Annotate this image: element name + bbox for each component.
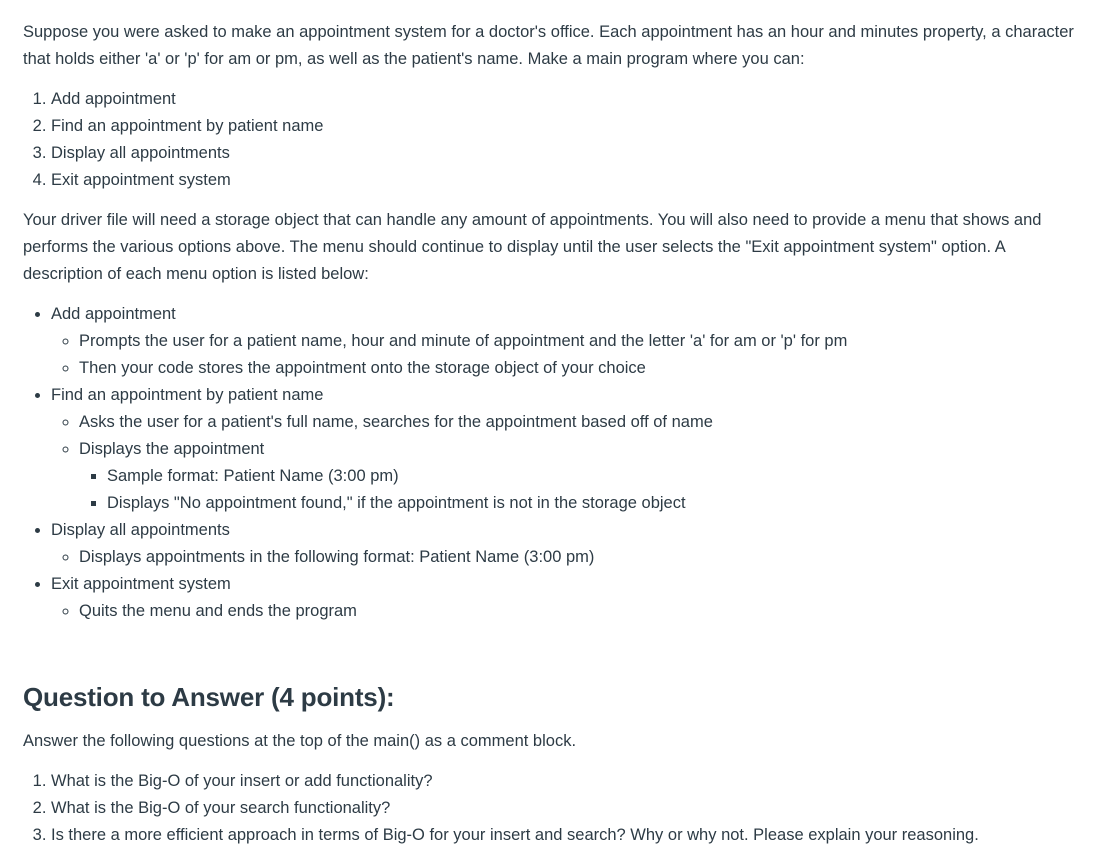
menu-options-list	[23, 86, 1076, 194]
description-detail: ◦ Displays appointments in the following format: Patient Name (3:00 pm)	[79, 544, 1076, 571]
description-detail: ◦ Then your code stores the appointment onto the storage object of your choice	[79, 355, 1076, 382]
menu-option-item: 3. Display all appointments	[51, 140, 1076, 167]
description-detail	[79, 436, 1076, 517]
description-title: Add appointment	[51, 305, 176, 323]
description-subdetail: ▪ Displays "No appointment found," if the appointment is not in the storage object	[107, 490, 1076, 517]
question-item: 3. Is there a more efficient approach in terms of Big-O for your insert and search? Why or why not. Please explain your reasoning.	[51, 822, 1076, 849]
question-intro: Answer the following questions at the top of the main() as a comment block.	[23, 732, 577, 750]
question-item: 1. What is the Big-O of your insert or add functionality?	[51, 768, 1076, 795]
description-detail: ◦ Asks the user for a patient's full name, searches for the appointment based off of name	[79, 409, 1076, 436]
menu-option-item: 1. Add appointment	[51, 86, 1076, 113]
description-subdetail: ▪ Sample format: Patient Name (3:00 pm)	[107, 463, 1076, 490]
question-item: 2. What is the Big-O of your search functionality?	[51, 795, 1076, 822]
description-title: Exit appointment system	[51, 575, 231, 593]
description-title: Find an appointment by patient name	[51, 386, 324, 404]
menu-option-item: 2. Find an appointment by patient name	[51, 113, 1076, 140]
menu-option-item: 4. Exit appointment system	[51, 167, 1076, 194]
question-heading: Question to Answer (4 points):	[23, 682, 395, 712]
description-find	[51, 382, 1076, 517]
description-detail-text: Displays the appointment	[79, 440, 265, 458]
description-add	[51, 301, 1076, 382]
questions-list	[23, 768, 1076, 849]
description-title: Display all appointments	[51, 521, 230, 539]
description-detail: ◦ Prompts the user for a patient name, hour and minute of appointment and the letter 'a' for am or 'p' for pm	[79, 328, 1076, 355]
description-detail: ◦ Quits the menu and ends the program	[79, 598, 1076, 625]
intro-paragraph: Suppose you were asked to make an appointment system for a doctor's office. Each appointment has an hour and minutes property, a character that holds either 'a' or 'p' for am or pm, as well as the patient's name. Make a main program where you can:	[23, 23, 1074, 68]
menu-descriptions-list	[23, 301, 1076, 625]
driver-paragraph: Your driver file will need a storage object that can handle any amount of appointments. You will also need to provide a menu that shows and performs the various options above. The menu should continue to display until the user selects the "Exit appointment system" option. A description of each menu option is listed below:	[23, 211, 1042, 283]
description-exit	[51, 571, 1076, 625]
description-display	[51, 517, 1076, 571]
